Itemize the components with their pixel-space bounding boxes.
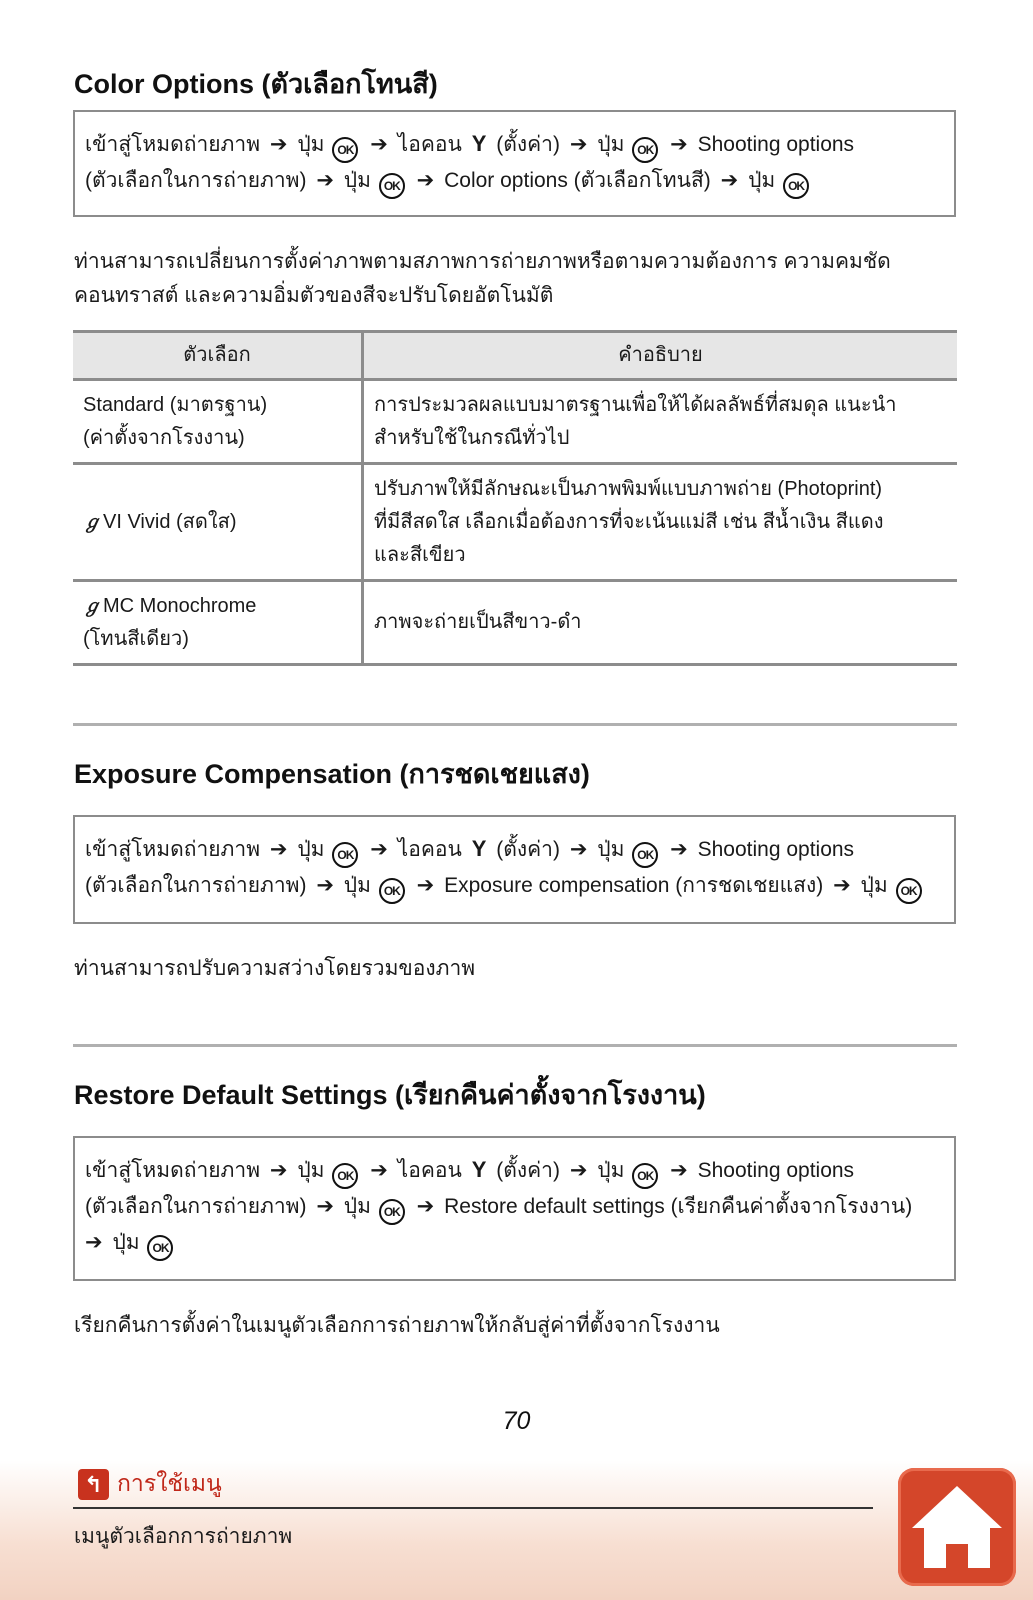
nav-step: ปุ่ม <box>597 838 625 861</box>
footer-breadcrumb: เมนูตัวเลือกการถ่ายภาพ <box>74 1525 293 1548</box>
nav-step: Shooting options <box>697 838 855 861</box>
nav-step: ปุ่ม <box>297 1159 325 1182</box>
nav-step: (ตัวเลือกในการถ่ายภาพ) <box>85 169 307 192</box>
ok-button-icon: OK <box>332 137 358 163</box>
ok-button-icon: OK <box>896 878 922 904</box>
option-name: Standard (มาตรฐาน) <box>83 393 268 416</box>
nav-step: ปุ่ม <box>297 838 325 861</box>
arrow-right-icon: ➔ <box>269 1159 288 1182</box>
ok-button-icon: OK <box>632 1163 658 1189</box>
section-title-restore-defaults: Restore Default Settings (เรียกคืนค่าตั้งจากโรงงาน) <box>74 1080 706 1110</box>
nav-step: เข้าสู่โหมดถ่ายภาพ <box>85 838 261 861</box>
ok-button-icon: OK <box>632 842 658 868</box>
nav-step: ปุ่ม <box>343 1195 371 1218</box>
description-line: ที่มีสีสดใส เลือกเมื่อต้องการที่จะเน้นแม่สี เช่น สีน้ำเงิน สีแดง <box>374 510 884 533</box>
nav-step: ปุ่ม <box>112 1231 140 1254</box>
wrench-icon: Y <box>471 131 487 156</box>
arrow-right-icon: ➔ <box>316 169 334 192</box>
arrow-right-icon: ➔ <box>569 1159 588 1182</box>
section-description <box>74 245 974 313</box>
nav-path-line <box>85 1152 944 1189</box>
description-line: ท่านสามารถเปลี่ยนการตั้งค่าภาพตามสภาพการถ่ายภาพหรือตามความต้องการ ความคมชัด <box>74 250 891 273</box>
nav-step: เข้าสู่โหมดถ่ายภาพ <box>85 1159 261 1182</box>
section-divider <box>73 723 957 726</box>
nav-step: ไอคอน <box>397 1159 462 1182</box>
table-header-option: ตัวเลือก <box>73 333 364 378</box>
nav-step: ปุ่ม <box>860 874 888 897</box>
wrench-icon: Y <box>471 1157 487 1182</box>
nav-step: (ตัวเลือกในการถ่ายภาพ) <box>85 1195 307 1218</box>
arrow-right-icon: ➔ <box>569 838 588 861</box>
nav-step: ปุ่ม <box>343 874 371 897</box>
ok-button-icon: OK <box>379 1199 405 1225</box>
table-row <box>73 465 957 582</box>
nav-step: (ตั้งค่า) <box>496 133 560 156</box>
arrow-right-icon: ➔ <box>316 874 334 897</box>
option-cell <box>73 582 364 663</box>
ok-button-icon: OK <box>147 1235 173 1261</box>
nav-step: ปุ่ม <box>597 1159 625 1182</box>
home-button[interactable] <box>898 1468 1016 1586</box>
color-options-table <box>73 330 957 666</box>
arrow-right-icon: ➔ <box>833 874 851 897</box>
nav-step: Shooting options <box>697 133 855 156</box>
page-number: 70 <box>502 1407 531 1435</box>
nav-step: (ตั้งค่า) <box>496 1159 560 1182</box>
nav-step: Color options (ตัวเลือกโทนสี) <box>444 169 711 192</box>
nav-step: เข้าสู่โหมดถ่ายภาพ <box>85 133 261 156</box>
ok-button-icon: OK <box>332 1163 358 1189</box>
arrow-right-icon: ➔ <box>370 1159 388 1182</box>
nav-step: Shooting options <box>697 1159 855 1182</box>
nav-path-line <box>85 868 944 904</box>
arrow-right-icon: ➔ <box>85 1231 103 1254</box>
nav-path-line <box>85 1189 944 1225</box>
section-divider <box>73 1044 957 1047</box>
arrow-right-icon: ➔ <box>269 133 288 156</box>
vivid-mode-icon: ℊ <box>83 511 101 532</box>
arrow-right-icon: ➔ <box>670 133 688 156</box>
nav-step: (ตัวเลือกในการถ่ายภาพ) <box>85 874 307 897</box>
option-note: (โทนสีเดียว) <box>83 627 189 650</box>
option-cell <box>73 465 364 579</box>
home-icon[interactable] <box>898 1468 1016 1586</box>
nav-path-box-color-options <box>73 110 956 217</box>
nav-path-box-exposure-compensation <box>73 815 956 924</box>
section-title-color-options: Color Options (ตัวเลือกโทนสี) <box>74 69 438 99</box>
ok-button-icon: OK <box>379 878 405 904</box>
table-header-row <box>73 330 957 381</box>
table-row <box>73 381 957 465</box>
wrench-icon: Y <box>471 836 487 861</box>
description-cell <box>364 465 957 579</box>
ok-button-icon: OK <box>632 137 658 163</box>
description-line: ภาพจะถ่ายเป็นสีขาว-ดำ <box>374 611 582 633</box>
description-line: ปรับภาพให้มีลักษณะเป็นภาพพิมพ์แบบภาพถ่าย (Photoprint) <box>374 477 883 500</box>
arrow-right-icon: ➔ <box>370 133 388 156</box>
nav-step: Exposure compensation (การชดเชยแสง) <box>444 874 824 897</box>
monochrome-mode-icon: ℊ <box>83 595 101 616</box>
arrow-right-icon: ➔ <box>416 169 435 192</box>
nav-step: ปุ่ม <box>597 133 625 156</box>
nav-path-line <box>85 163 944 199</box>
option-cell <box>73 381 364 462</box>
description-cell <box>364 582 957 663</box>
footer-divider <box>73 1507 873 1509</box>
back-to-menu-link[interactable] <box>78 1466 222 1502</box>
arrow-right-icon: ➔ <box>416 1195 435 1218</box>
description-line: และสีเขียว <box>374 543 466 566</box>
arrow-right-icon: ➔ <box>670 838 688 861</box>
nav-step: ปุ่ม <box>343 169 371 192</box>
description-line: เรียกคืนการตั้งค่าในเมนูตัวเลือกการถ่ายภาพให้กลับสู่ค่าที่ตั้งจากโรงงาน <box>74 1314 720 1337</box>
description-line: ท่านสามารถปรับความสว่างโดยรวมของภาพ <box>74 957 476 980</box>
table-row <box>73 582 957 666</box>
table-header-description: คำอธิบาย <box>618 344 703 366</box>
nav-step: ปุ่ม <box>748 169 776 192</box>
section-description <box>74 952 974 986</box>
back-arrow-icon[interactable]: ↰ <box>78 1469 109 1500</box>
nav-path-line <box>85 1225 944 1261</box>
nav-path-line <box>85 126 944 163</box>
description-line: สำหรับใช้ในกรณีทั่วไป <box>374 426 570 449</box>
description-cell <box>364 381 957 462</box>
back-link-label[interactable]: การใช้เมนู <box>117 1470 222 1496</box>
arrow-right-icon: ➔ <box>370 838 388 861</box>
section-description <box>74 1309 974 1343</box>
nav-step: ไอคอน <box>397 838 462 861</box>
nav-step: ไอคอน <box>397 133 462 156</box>
section-title-exposure-compensation: Exposure Compensation (การชดเชยแสง) <box>74 759 590 789</box>
arrow-right-icon: ➔ <box>416 874 435 897</box>
description-line: คอนทราสต์ และความอิ่มตัวของสีจะปรับโดยอัตโนมัติ <box>74 284 554 307</box>
option-name: VI Vivid (สดใส) <box>103 510 237 533</box>
option-name: MC Monochrome <box>103 594 257 617</box>
ok-button-icon: OK <box>783 173 809 199</box>
nav-step: (ตั้งค่า) <box>496 838 560 861</box>
ok-button-icon: OK <box>332 842 358 868</box>
nav-path-box-restore-defaults <box>73 1136 956 1281</box>
arrow-right-icon: ➔ <box>720 169 739 192</box>
arrow-right-icon: ➔ <box>269 838 288 861</box>
ok-button-icon: OK <box>379 173 405 199</box>
nav-step: Restore default settings (เรียกคืนค่าตั้งจากโรงงาน) <box>444 1195 913 1218</box>
nav-path-line <box>85 831 944 868</box>
option-name-wrap <box>83 590 351 623</box>
arrow-right-icon: ➔ <box>569 133 588 156</box>
option-name-wrap <box>83 506 351 539</box>
arrow-right-icon: ➔ <box>316 1195 334 1218</box>
nav-step: ปุ่ม <box>297 133 325 156</box>
option-note: (ค่าตั้งจากโรงงาน) <box>83 426 245 449</box>
arrow-right-icon: ➔ <box>670 1159 688 1182</box>
description-line: การประมวลผลแบบมาตรฐานเพื่อให้ได้ผลลัพธ์ที่สมดุล แนะนำ <box>374 393 897 416</box>
